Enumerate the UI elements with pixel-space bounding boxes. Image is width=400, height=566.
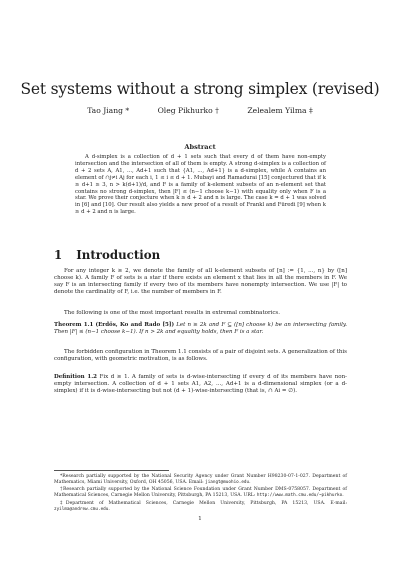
abstract-text: A d-simplex is a collection of d + 1 sets such that every d of them have non-empty intersection and the intersection of all of them is empty. A strong d-simplex is a collection of d + 2 sets A, A1, ..., Ad+1 such that {A1, ..., Ad+1} is a d-simplex, while A contains an element of ∩j≠i Aj for each i, 1 ≤ i ≤ d + 1. Mubayi and Ramadurai [15] conjectured that if k ≥ d+1 ≥ 3, n > k(d+1)/d, and F is a family of k-element subsets of an n-element set that contains no strong d-simplex, then |F| ≤ (n−1 choose k−1) with equality only when F is a star. We prove their conjecture when k ≥ d + 2 and n is large. The case k = d + 1 was solved in [6] and [10]. Our result also yields a new proof of a result of Frankl and Füredi [9] when k ≥ d + 2 and n is large. [75,154,326,216]
footnote-1-text: *Research partially supported by the National Security Agency under Grant Number H98230-07-1-027. Department of Mathematics, Miami University, Oxford, OH 45056, USA. Email: [54,474,347,485]
footnote-1 [54,474,347,486]
theorem-text: Let n ≥ 2k and F ⊆ ([n] choose k) be an intersecting family. Then |F| ≤ (n−1 choose k−1). If n > 2k and equality holds, then F is a star. [54,322,347,335]
theorem-1-1 [54,322,347,336]
footnote-2-url[interactable]: http://www.math.cmu.edu/~pikhurko [256,492,343,498]
author-yilma: Zelealem Yilma ‡ [247,106,313,115]
footnote-2-text: †Research partially supported by the National Science Foundation under Grant Number DMS-0758057. Department of Mathematical Sciences, Carnegie Mellon University, Pittsburgh, PA 15213, USA. URL: [54,487,347,498]
author-pikhurko: Oleg Pikhurko † [157,106,219,115]
footnote-3-email[interactable]: zyilma@andrew.cmu.edu [54,506,109,512]
definition-text: Fix d ≥ 1. A family of sets is d-wise-intersecting if every d of its members have non-empty intersection. A collection of d + 1 sets A1, A2, ..., Ad+1 is a d-dimensional simplex (or a d-simplex) if it is d-wise-intersecting but not (d + 1)-wise-intersecting (that is, ∩ Ai = ∅). [54,374,348,394]
footnote-1-tail: . [249,479,251,485]
definition-label: Definition 1.2 [54,374,97,380]
intro-paragraph-3: The forbidden configuration in Theorem 1.1 consists of a pair of disjoint sets. A generalization of this configuration, with geometric motivation, is as follows. [54,349,347,362]
section-title: Introduction [76,248,161,262]
intro-paragraph-1: For any integer k ≥ 2, we denote the family of all k-element subsets of [n] := {1, ..., n} by ([n] choose k). A family F of sets is a star if there exists an element x that lies in all the members in F. We say F is an intersecting family if every two of its members have nonempty intersection. We use |F| to denote the cardinality of F, i.e. the number of members in F. [54,268,347,295]
theorem-label: Theorem 1.1 [54,322,94,328]
definition-1-2 [54,374,347,395]
footnote-3-text: ‡Department of Mathematical Sciences, Carnegie Mellon University, Pittsburgh, PA 15213, USA. E-mail: [60,501,347,506]
author-jiang: Tao Jiang * [87,106,130,115]
footnote-2 [54,487,347,499]
footnote-2-tail: . [342,492,344,498]
section-number: 1 [54,248,63,262]
abstract-heading: Abstract [184,143,216,151]
footnote-3 [54,501,347,513]
footnote-rule [54,470,169,471]
footnote-1-email[interactable]: jiangt@muohio.edu [205,479,250,485]
page-number: 1 [198,516,202,522]
author-list [0,106,400,115]
footnote-3-tail: . [108,506,110,512]
intro-paragraph-2: The following is one of the most important results in extremal combinatorics. [64,310,280,316]
theorem-attribution: (Erdős, Ko and Rado [5]) [95,322,175,328]
paper-title: Set systems without a strong simplex (revised) [20,80,380,98]
section-heading [54,248,354,262]
